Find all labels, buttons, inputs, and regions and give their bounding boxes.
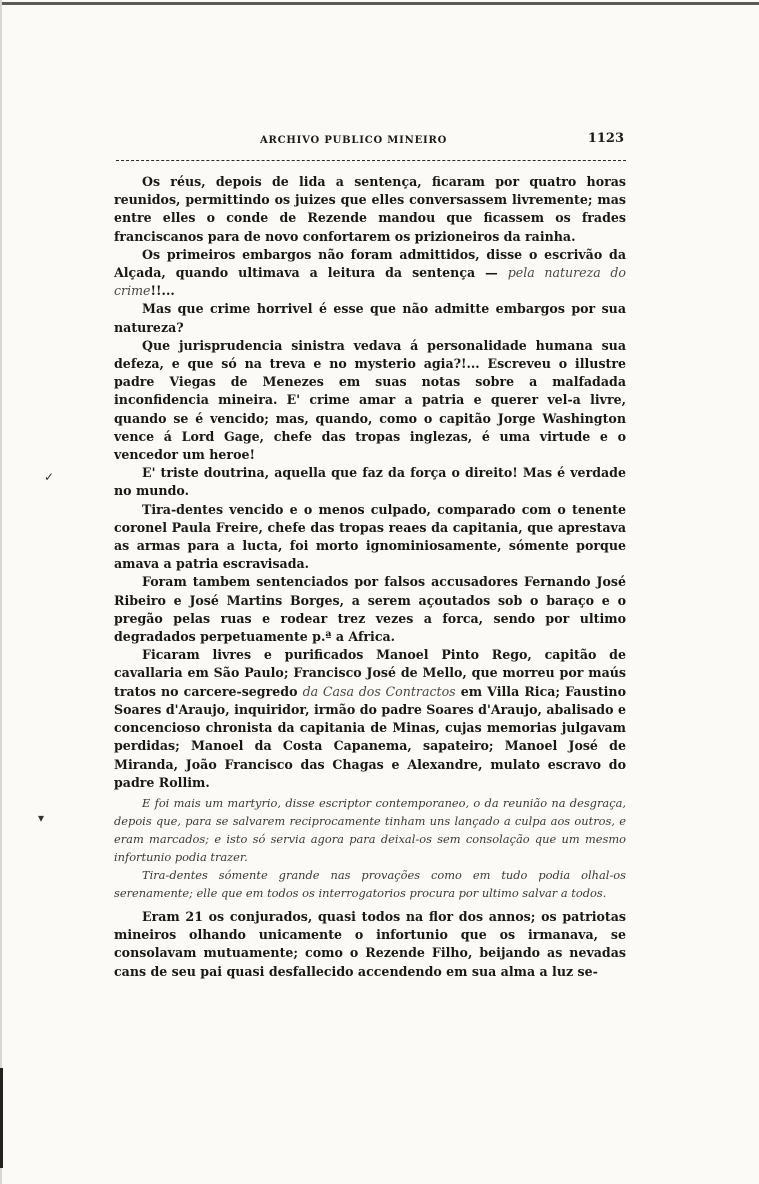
quoted-note: E foi mais um martyrio, disse escriptor contemporaneo, o da reunião na desgraça, depois que, para se salvarem reciprocamente tinham uns lançado a culpa aos outros, e eram marcados; e isto só servia agora para deixal-os sem consolação que um mesmo infortunio podia trazer. bbox=[114, 795, 626, 864]
paragraph: Ficaram livres e purificados Manoel Pinto Rego, capitão de cavallaria em São Paulo; Francisco José de Mello, que morreu por maús tratos no carcere-segredo da Casa dos Contractos em Villa Rica; Faustino Soares d'Araujo, inquiridor, irmão do padre Soares d'Araujo, abalisado e concencioso chronista da capitania de Minas, cujas memorias julgavam perdidas; Manoel da Costa Capanema, sapateiro; Manoel José de Miranda, João Francisco das Chagas e Alexandre, mulato escravo do padre Rollim. bbox=[114, 647, 626, 790]
paragraph: Que jurisprudencia sinistra vedava á personalidade humana sua defeza, e que só na treva e no mysterio agia?!... Escreveu o illustre padre Viegas de Menezes em suas notas sobre a malfadada inconfidencia mineira. E' crime amar a patria e querer vel-a livre, quando se é vencido; mas, quando, como o capitão Jorge Washington vence á Lord Gage, chefe das tropas inglezas, é uma virtude e o vencedor um heroe! bbox=[114, 337, 626, 463]
running-title: ARCHIVO PUBLICO MINEIRO bbox=[260, 135, 448, 146]
binding-mark bbox=[0, 1068, 3, 1168]
running-header bbox=[252, 131, 624, 155]
scan-top-border bbox=[0, 2, 759, 5]
paragraph: Os réus, depois de lida a sentença, ficaram por quatro horas reunidos, permittindo os juizes que elles conversassem livremente; mas entre elles o conde de Rezende mandou que ficassem os frades franciscanos para de novo confortarem os prizioneiros da rainha. bbox=[114, 174, 626, 244]
page-number: 1123 bbox=[587, 131, 624, 146]
italic-phrase: pela natureza do crime bbox=[114, 265, 626, 299]
paragraph: Tira-dentes vencido e o menos culpado, comparado com o tenente coronel Paula Freire, chefe das tropas reaes da capitania, que aprestava as armas para a lucta, foi morto ignominiosamente, sómente porque amava a patria escravisada. bbox=[114, 501, 626, 572]
margin-mark: ✓ bbox=[44, 470, 55, 484]
quoted-note: Tira-dentes sómente grande nas provações como em tudo podia olhal-os serenamente; elle que em todos os interrogatorios procura por ultimo salvar a todos. bbox=[114, 867, 626, 900]
scan-left-edge bbox=[0, 0, 2, 1184]
body-text bbox=[114, 173, 626, 981]
paragraph: Os primeiros embargos não foram admittidos, disse o escrivão da Alçada, quando ultimava a leitura da sentença — pela natureza do crime!!... bbox=[114, 246, 626, 299]
margin-mark: ▾ bbox=[38, 811, 45, 825]
paragraph: Eram 21 os conjurados, quasi todos na flor dos annos; os patriotas mineiros olhando unicamente o infortunio que os irmanava, se consolavam mutuamente; como o Rezende Filho, beijando as nevadas cans de seu pai quasi desfallecido accendendo em sua alma a luz se- bbox=[114, 908, 626, 979]
paragraph: Mas que crime horrivel é esse que não admitte embargos por sua natureza? bbox=[114, 301, 626, 335]
italic-phrase: da Casa dos Contractos bbox=[302, 683, 456, 699]
paragraph: E' triste doutrina, aquella que faz da força o direito! Mas é verdade no mundo. bbox=[114, 465, 626, 499]
header-rule bbox=[116, 160, 626, 161]
paragraph: Foram tambem sentenciados por falsos accusadores Fernando José Ribeiro e José Martins Borges, a serem açoutados sob o baraço e o pregão pelas ruas e rodear trez vezes a forca, sendo por ultimo degradados perpetuamente p.ª a Africa. bbox=[114, 574, 626, 645]
